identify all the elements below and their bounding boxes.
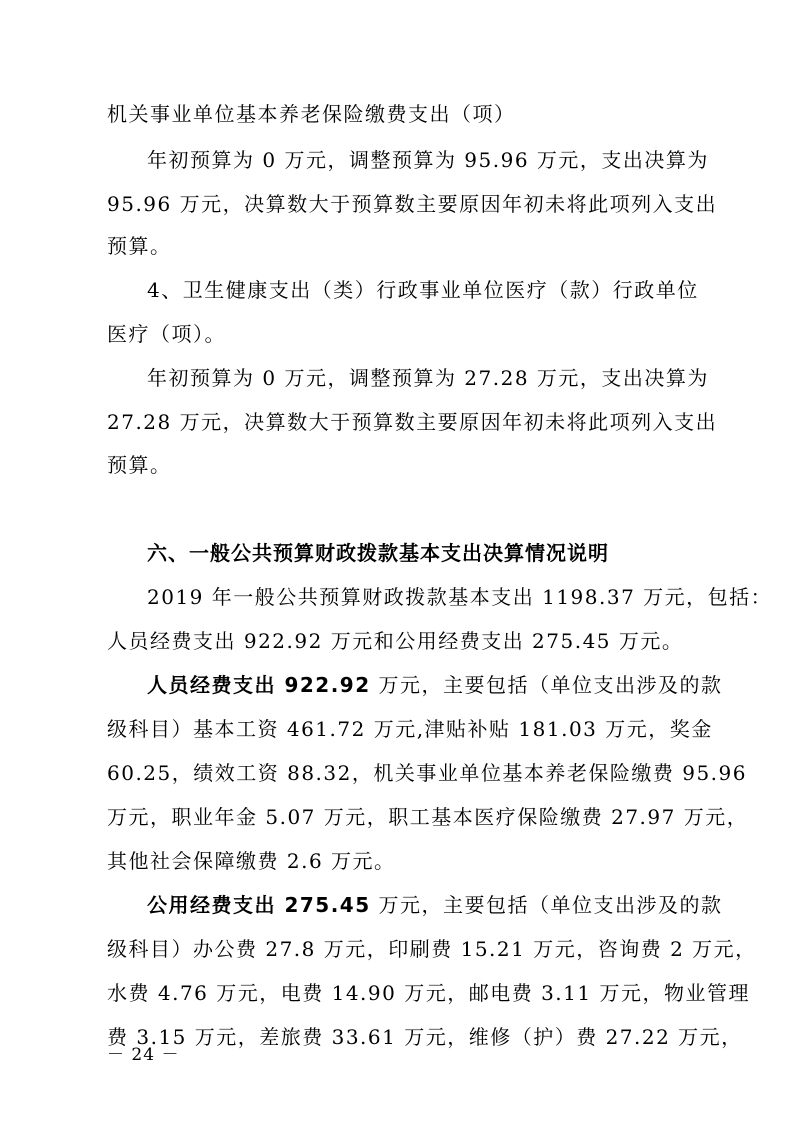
paragraph-line: 预算。 <box>107 234 172 258</box>
paragraph-line: 年初预算为 0 万元，调整预算为 95.96 万元，支出决算为 <box>147 148 709 172</box>
paragraph-line: 级科目）办公费 27.8 万元，印刷费 15.21 万元，咨询费 2 万元， <box>107 937 757 961</box>
personnel-first-rest: 万元，主要包括（单位支出涉及的款 <box>370 673 723 697</box>
paragraph-line: 4、卫生健康支出（类）行政事业单位医疗（款）行政单位 <box>147 278 699 302</box>
page-number: － 24 － <box>107 1045 180 1065</box>
paragraph-line: 人员经费支出 922.92 万元和公用经费支出 275.45 万元。 <box>107 629 684 653</box>
paragraph-line: 水费 4.76 万元，电费 14.90 万元，邮电费 3.11 万元，物业管理 <box>107 981 750 1005</box>
paragraph-line: 预算。 <box>107 453 172 477</box>
public-bold-label: 公用经费支出 275.45 <box>147 893 371 917</box>
paragraph-line: 其他社会保障缴费 2.6 万元。 <box>107 849 396 873</box>
public-first-line <box>147 891 723 919</box>
public-first-rest: 万元，主要包括（单位支出涉及的款 <box>370 893 723 917</box>
paragraph-line: 60.25，绩效工资 88.32，机关事业单位基本养老保险缴费 95.96 <box>107 761 747 785</box>
paragraph-line: 95.96 万元，决算数大于预算数主要原因年初未将此项列入支出 <box>107 192 718 216</box>
paragraph-line: 级科目）基本工资 461.72 万元,津贴补贴 181.03 万元，奖金 <box>107 717 713 741</box>
paragraph-line: 年初预算为 0 万元，调整预算为 27.28 万元，支出决算为 <box>147 366 709 390</box>
paragraph-line: 机关事业单位基本养老保险缴费支出（项） <box>107 102 516 126</box>
paragraph-line: 万元，职业年金 5.07 万元，职工基本医疗保险缴费 27.97 万元， <box>107 805 749 829</box>
paragraph-line: 27.28 万元，决算数大于预算数主要原因年初未将此项列入支出 <box>107 410 718 434</box>
personnel-bold-label: 人员经费支出 922.92 <box>147 673 371 697</box>
section-heading: 六、一般公共预算财政拨款基本支出决算情况说明 <box>147 541 609 565</box>
personnel-first-line <box>147 671 723 699</box>
paragraph-line: 2019 年一般公共预算财政拨款基本支出 1198.37 万元，包括： <box>147 585 773 609</box>
paragraph-line: 费 3.15 万元，差旅费 33.61 万元，维修（护）费 27.22 万元， <box>107 1025 743 1049</box>
paragraph-line: 医疗（项）。 <box>107 322 226 346</box>
